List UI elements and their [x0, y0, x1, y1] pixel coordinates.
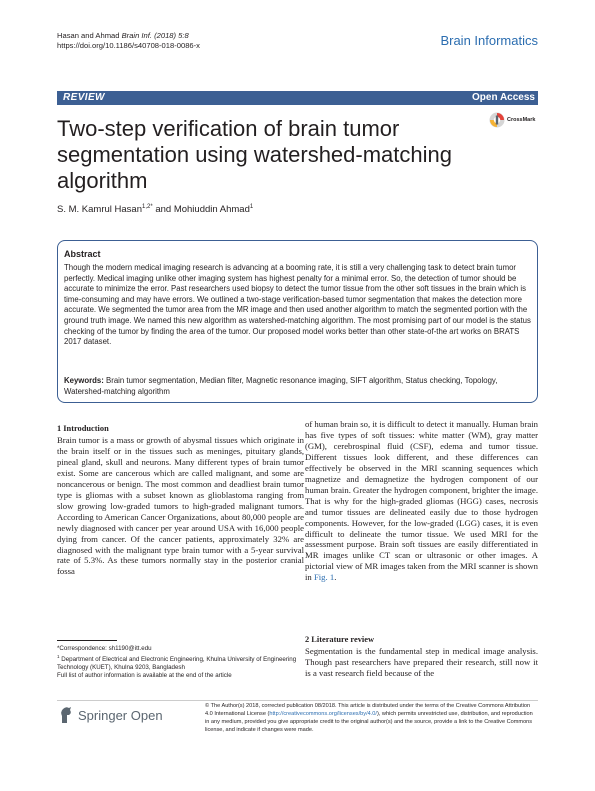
figure-reference-link[interactable]: Fig. 1	[313, 572, 335, 583]
affiliation-text: Department of Electrical and Electronic Engineering, Khulna University of Engineering Technology (KUET), Khulna 9203, Bangladesh	[57, 656, 297, 672]
license-post: ), which permits unrestricted use, distribution, and reproduction in any medium, provided you give appropriate credit to the original author(s) and the source, provide a link to the Creative Commons license, and indicate if changes were made.	[205, 710, 533, 733]
author-name[interactable]: S. M. Kamrul Hasan	[57, 204, 142, 216]
open-access-label: Open Access	[472, 92, 535, 103]
footnotes	[57, 645, 297, 680]
affiliation	[57, 653, 297, 672]
body-column-left: Brain tumor is a mass or growth of abysmal tissues which originate in the brain itself or in the tissues such as meninges, pituitary glands, pineal gland, skull and neurons. Many different types of brain tumor exist. Some are cancerous which are called malignant, and some are noncancerous or benign. The most common and deadliest brain tumor type is gliomas with a subset known as glioblastoma ranging from slow growing low-graded tumors to high-graded malignant tumors. According to American Cancer Organizations, about 80,000 people are newly diagnosed with cancer per year around USA with 16,000 people dying from cancer. Of the cancer patients, approximately 32% are diagnosed with the malignant type brain tumor with a 5-year survival rate of 5.3%. As these tumors normally stay in the posterior cranial fossa	[57, 435, 304, 577]
publisher-open: Open	[130, 708, 163, 723]
body-column-right	[305, 419, 538, 583]
keywords-list: Brain tumor segmentation, Median filter, Magnetic resonance imaging, SIFT algorithm, Status checking, Topology, Watershed-matching algorithm	[64, 376, 498, 396]
citation	[57, 31, 200, 51]
body-column-right-continued: Segmentation is the fundamental step in medical image analysis. Though past researchers have prepared their research, still now it is a vast research field because of the	[305, 646, 538, 678]
license-link[interactable]: http://creativecommons.org/licenses/by/4.0/	[269, 710, 377, 717]
doi-link[interactable]: https://doi.org/10.1186/s40708-018-0086-x	[57, 41, 200, 50]
author-affiliation-sup: 1	[249, 204, 254, 210]
license-text	[205, 703, 538, 735]
license-pre: © The Author(s) 2018, corrected publication 08/2018. This article is distributed under the terms of the Creative Commons Attribution 4.0 International License (	[205, 703, 531, 717]
author-affiliation-sup: 1,2*	[142, 204, 153, 210]
citation-authors: Hasan and Ahmad	[57, 31, 122, 40]
full-author-info-note: Full list of author information is available at the end of the article	[57, 672, 232, 680]
section-heading-introduction: 1 Introduction	[57, 424, 109, 433]
article-title: Two-step verification of brain tumor segmentation using watershed-matching algorithm	[57, 116, 453, 193]
section-heading-literature-review: 2 Literature review	[305, 635, 374, 644]
journal-name[interactable]: Brain Informatics	[440, 33, 538, 48]
footer-divider	[57, 700, 538, 701]
publisher-logo[interactable]	[78, 708, 163, 723]
article-type-bar	[57, 91, 538, 105]
affiliation-sup: 1	[57, 654, 60, 660]
springer-horse-icon	[59, 706, 73, 724]
article-type-label: REVIEW	[63, 92, 105, 103]
footnote-divider	[57, 640, 117, 641]
keywords	[64, 376, 532, 397]
author-list	[57, 204, 253, 215]
keywords-label: Keywords:	[64, 376, 104, 385]
citation-journal: Brain Inf. (2018) 5:8	[121, 31, 189, 40]
paragraph-text: of human brain so, it is difficult to detect it manually. Human brain has five types of soft tissues: white matter (WM), gray matter (GM), cerebrospinal fluid (CSF), edema and tumor tissue. Different tissues look different, and these differences can effectively be observed in the MRI scanning sequences which magnetize and demagnetize the hydrogen component of our human brain. Greater the hydrogen component, brighter the image. That is why for the high-graded gliomas (HGG) cases, necrosis and tumor tissues are delineated easily due to those hydrogen components. However, for the low-graded (LGG) cases, it is even difficult to delineate the tumor tissue. We used MRI for the assessment purpose. Brain soft tissues are easily differentiated in MR images unlike CT scan or ultrasonic or other images. A pictorial view of MR images taken from the MRI scanner is shown in	[305, 419, 538, 583]
author-name[interactable]: and Mohiuddin Ahmad	[152, 204, 250, 216]
correspondence-email[interactable]: *Correspondence: sh1190@itt.edu	[57, 645, 152, 652]
paragraph-end: .	[334, 572, 337, 583]
crossmark-label[interactable]: CrossMark	[507, 117, 536, 123]
publisher-brand: Springer	[78, 708, 128, 723]
abstract-heading: Abstract	[64, 249, 101, 259]
abstract-text: Though the modern medical imaging research is advancing at a booming rate, it is still a very challenging task to detect brain tumor perfectly. Medical imaging unlike other imaging system has highest penalty for a minimal error. So, the detection of tumor should be accurate to minimize the error. Past researchers used biopsy to detect the tumor tissue from the other soft tissues in the brain which is time-consuming and may have errors. We outlined a two-stage verification-based tumor segmentation that makes the detection more accurate. We segmented the tumor area from the MR image and then used another algorithm to match the segmented portion with the ground truth image. We named this new algorithm as watershed-matching algorithm. The most promising part of our model is the status checking of the tumor by finding the area of the tumor. Our proposed model works better than other state-of-the art works on BRATS 2017 dataset.	[64, 263, 531, 347]
